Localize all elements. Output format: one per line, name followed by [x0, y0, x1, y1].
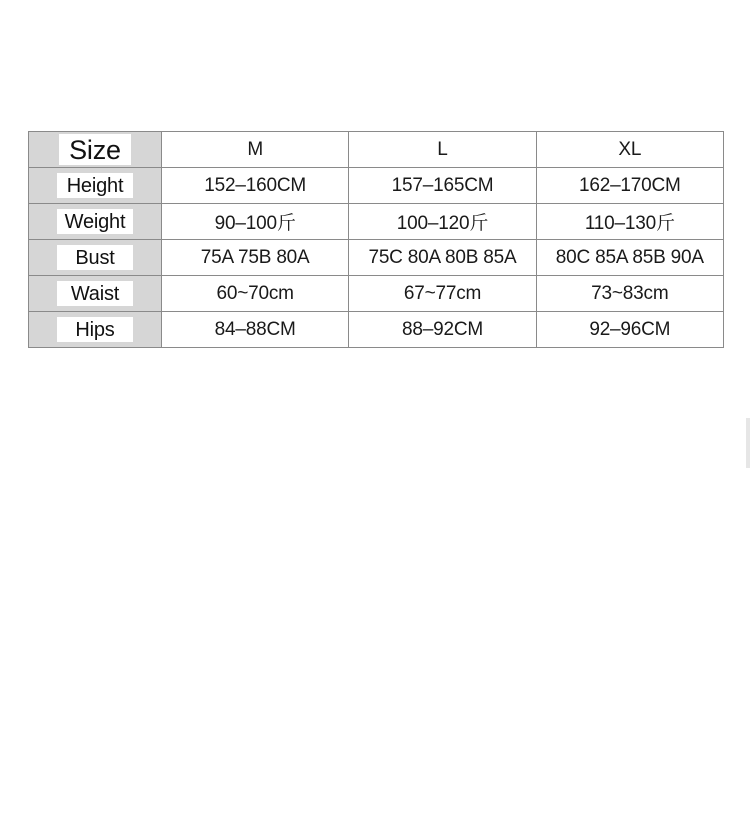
row-label-cell: [29, 312, 162, 348]
column-header-xl: XL: [536, 132, 723, 168]
table-cell: 90–100斤: [162, 204, 349, 240]
size-header-cell: [29, 132, 162, 168]
row-label-waist: Waist: [57, 281, 133, 306]
row-label-cell: [29, 240, 162, 276]
row-label-weight: Weight: [57, 209, 133, 234]
table-header-row: [29, 132, 724, 168]
table-row-height: [29, 168, 724, 204]
table-cell: 73~83cm: [536, 276, 723, 312]
table-row-waist: [29, 276, 724, 312]
table-cell: 100–120斤: [349, 204, 536, 240]
table-cell: 60~70cm: [162, 276, 349, 312]
table-cell: 67~77cm: [349, 276, 536, 312]
table-cell: 92–96CM: [536, 312, 723, 348]
table-cell: 157–165CM: [349, 168, 536, 204]
row-label-cell: [29, 204, 162, 240]
table-cell: 84–88CM: [162, 312, 349, 348]
column-header-m: M: [162, 132, 349, 168]
size-chart-table: [28, 131, 724, 348]
table-cell: 110–130斤: [536, 204, 723, 240]
column-header-l: L: [349, 132, 536, 168]
row-label-hips: Hips: [57, 317, 133, 342]
table-row-weight: [29, 204, 724, 240]
table-cell: 88–92CM: [349, 312, 536, 348]
row-label-cell: [29, 276, 162, 312]
size-header-label: Size: [59, 134, 131, 165]
table-cell: 152–160CM: [162, 168, 349, 204]
table-cell: 162–170CM: [536, 168, 723, 204]
table-row-hips: [29, 312, 724, 348]
row-label-bust: Bust: [57, 245, 133, 270]
row-label-cell: [29, 168, 162, 204]
row-label-height: Height: [57, 173, 133, 198]
table-row-bust: [29, 240, 724, 276]
table-cell: 75C 80A 80B 85A: [349, 240, 536, 276]
table-cell: 75A 75B 80A: [162, 240, 349, 276]
table-cell: 80C 85A 85B 90A: [536, 240, 723, 276]
edge-divider: [746, 418, 750, 468]
